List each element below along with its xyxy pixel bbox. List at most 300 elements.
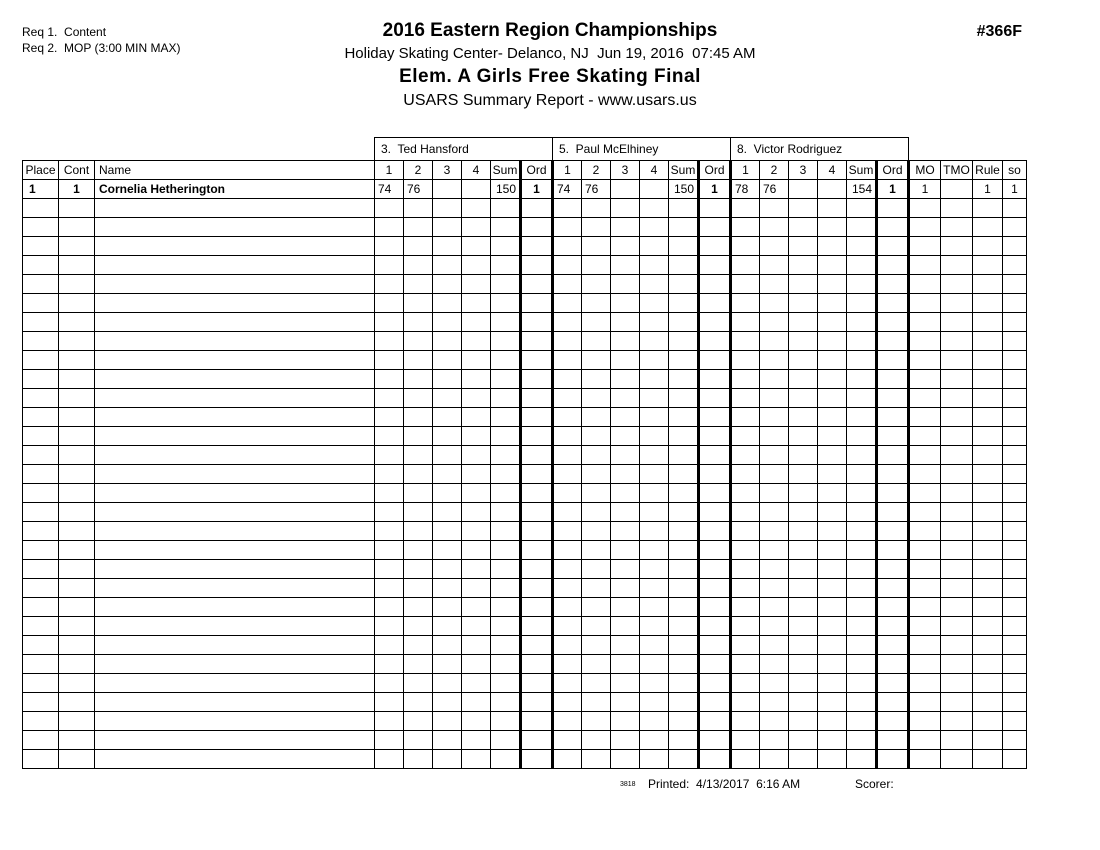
cell-j1-score3 bbox=[433, 465, 462, 484]
cell-j3-score3 bbox=[789, 655, 818, 674]
cell-j2-score4 bbox=[640, 579, 669, 598]
cell-j1-sum bbox=[491, 332, 521, 351]
cell-j1-score4 bbox=[462, 560, 491, 579]
cell-j1-score2 bbox=[404, 465, 433, 484]
cell-j3-score2 bbox=[760, 275, 789, 294]
cell-j1-score2 bbox=[404, 218, 433, 237]
cell-j1-score3 bbox=[433, 522, 462, 541]
cell-tmo bbox=[941, 294, 973, 313]
cell-j2-score3 bbox=[611, 218, 640, 237]
cell-cont bbox=[59, 446, 95, 465]
cell-j1-ord bbox=[521, 750, 553, 769]
cell-j3-sum bbox=[847, 199, 877, 218]
cell-tmo bbox=[941, 275, 973, 294]
cell-j1-ord bbox=[521, 712, 553, 731]
cell-j2-score2 bbox=[582, 351, 611, 370]
cell-j2-score2 bbox=[582, 427, 611, 446]
cell-rule bbox=[973, 351, 1003, 370]
cell-j1-sum bbox=[491, 351, 521, 370]
cell-j2-score1 bbox=[553, 294, 582, 313]
cell-j2-score2 bbox=[582, 332, 611, 351]
cell-rule bbox=[973, 693, 1003, 712]
cell-cont bbox=[59, 674, 95, 693]
cell-j1-ord bbox=[521, 674, 553, 693]
cell-cont bbox=[59, 408, 95, 427]
cell-j2-score3 bbox=[611, 712, 640, 731]
cell-j3-sum: 154 bbox=[847, 180, 877, 199]
cell-j3-score2 bbox=[760, 446, 789, 465]
cell-j1-score4 bbox=[462, 674, 491, 693]
cell-j3-ord bbox=[877, 522, 909, 541]
cell-j1-score3 bbox=[433, 351, 462, 370]
cell-rule bbox=[973, 731, 1003, 750]
cell-j2-score1 bbox=[553, 484, 582, 503]
cell-j3-ord bbox=[877, 199, 909, 218]
judge-header-3: 8. Victor Rodriguez bbox=[730, 137, 909, 161]
cell-skater-name bbox=[95, 731, 375, 750]
cell-j3-score1 bbox=[731, 750, 760, 769]
cell-rule bbox=[973, 218, 1003, 237]
cell-cont bbox=[59, 731, 95, 750]
cell-j1-sum bbox=[491, 275, 521, 294]
cell-j2-score2 bbox=[582, 389, 611, 408]
cell-j2-ord bbox=[699, 237, 731, 256]
cell-j3-ord bbox=[877, 579, 909, 598]
cell-j3-score4 bbox=[818, 313, 847, 332]
cell-j2-ord bbox=[699, 256, 731, 275]
cell-cont bbox=[59, 370, 95, 389]
cell-j2-sum bbox=[669, 370, 699, 389]
cell-j1-score3 bbox=[433, 579, 462, 598]
cell-so bbox=[1003, 351, 1027, 370]
cell-j3-score1 bbox=[731, 370, 760, 389]
cell-j1-score2 bbox=[404, 408, 433, 427]
cell-j3-score4 bbox=[818, 579, 847, 598]
cell-rule bbox=[973, 332, 1003, 351]
cell-j3-sum bbox=[847, 503, 877, 522]
cell-j1-score3 bbox=[433, 750, 462, 769]
cell-j1-score1 bbox=[375, 674, 404, 693]
cell-j3-score4 bbox=[818, 484, 847, 503]
cell-j3-sum bbox=[847, 408, 877, 427]
cell-j2-sum bbox=[669, 712, 699, 731]
cell-j2-sum bbox=[669, 731, 699, 750]
cell-j2-score2 bbox=[582, 598, 611, 617]
cell-j2-score2 bbox=[582, 560, 611, 579]
cell-j2-score4 bbox=[640, 560, 669, 579]
header-judge3-2: 2 bbox=[760, 161, 789, 180]
cell-j1-score2 bbox=[404, 275, 433, 294]
cell-skater-name bbox=[95, 275, 375, 294]
cell-cont bbox=[59, 332, 95, 351]
cell-j1-score3 bbox=[433, 674, 462, 693]
cell-j1-score3 bbox=[433, 446, 462, 465]
cell-cont bbox=[59, 598, 95, 617]
cell-skater-name bbox=[95, 636, 375, 655]
cell-j2-score4 bbox=[640, 427, 669, 446]
cell-place bbox=[23, 731, 59, 750]
cell-j2-score4 bbox=[640, 313, 669, 332]
cell-j1-score4 bbox=[462, 522, 491, 541]
cell-j3-sum bbox=[847, 427, 877, 446]
cell-j1-score4 bbox=[462, 275, 491, 294]
cell-j1-ord bbox=[521, 313, 553, 332]
cell-j3-score1 bbox=[731, 484, 760, 503]
cell-j3-score4 bbox=[818, 750, 847, 769]
cell-j2-ord bbox=[699, 446, 731, 465]
cell-j1-score2 bbox=[404, 332, 433, 351]
cell-j2-ord bbox=[699, 465, 731, 484]
cell-j3-score4 bbox=[818, 427, 847, 446]
cell-mo bbox=[909, 237, 941, 256]
cell-mo bbox=[909, 484, 941, 503]
cell-j3-sum bbox=[847, 313, 877, 332]
cell-j3-score4 bbox=[818, 389, 847, 408]
cell-j2-score1 bbox=[553, 275, 582, 294]
cell-j1-score2 bbox=[404, 370, 433, 389]
cell-j1-score1 bbox=[375, 636, 404, 655]
cell-j3-score3 bbox=[789, 370, 818, 389]
cell-j2-score4 bbox=[640, 370, 669, 389]
cell-j1-ord bbox=[521, 408, 553, 427]
cell-j1-score1 bbox=[375, 446, 404, 465]
cell-so bbox=[1003, 693, 1027, 712]
header-judge1-1: 1 bbox=[375, 161, 404, 180]
cell-j1-sum bbox=[491, 731, 521, 750]
cell-j2-ord bbox=[699, 484, 731, 503]
cell-j1-score1 bbox=[375, 465, 404, 484]
cell-j1-score4 bbox=[462, 598, 491, 617]
cell-j3-ord bbox=[877, 541, 909, 560]
cell-mo bbox=[909, 446, 941, 465]
empty-row bbox=[23, 655, 1027, 674]
cell-so bbox=[1003, 408, 1027, 427]
cell-tmo bbox=[941, 218, 973, 237]
cell-j2-score1 bbox=[553, 560, 582, 579]
cell-j2-score4 bbox=[640, 389, 669, 408]
cell-j3-score3 bbox=[789, 446, 818, 465]
cell-skater-name bbox=[95, 465, 375, 484]
cell-so bbox=[1003, 256, 1027, 275]
cell-j2-score1: 74 bbox=[553, 180, 582, 199]
cell-j1-sum bbox=[491, 503, 521, 522]
cell-j1-score4 bbox=[462, 712, 491, 731]
cell-cont bbox=[59, 256, 95, 275]
cell-j3-sum bbox=[847, 541, 877, 560]
cell-j3-score4 bbox=[818, 655, 847, 674]
cell-cont bbox=[59, 655, 95, 674]
cell-j3-ord bbox=[877, 256, 909, 275]
cell-mo: 1 bbox=[909, 180, 941, 199]
cell-skater-name bbox=[95, 351, 375, 370]
cell-j3-score3 bbox=[789, 351, 818, 370]
cell-skater-name bbox=[95, 408, 375, 427]
cell-j2-score1 bbox=[553, 446, 582, 465]
cell-j3-score1 bbox=[731, 655, 760, 674]
cell-j2-score2 bbox=[582, 199, 611, 218]
cell-j2-sum bbox=[669, 237, 699, 256]
empty-row bbox=[23, 522, 1027, 541]
cell-j3-score1 bbox=[731, 731, 760, 750]
cell-j3-score2: 76 bbox=[760, 180, 789, 199]
cell-j3-score3 bbox=[789, 693, 818, 712]
cell-j1-ord bbox=[521, 237, 553, 256]
cell-place bbox=[23, 408, 59, 427]
cell-j3-score2 bbox=[760, 294, 789, 313]
cell-j1-score2 bbox=[404, 693, 433, 712]
cell-j1-sum bbox=[491, 370, 521, 389]
cell-j3-score2 bbox=[760, 522, 789, 541]
cell-so bbox=[1003, 731, 1027, 750]
cell-j3-ord bbox=[877, 237, 909, 256]
cell-tmo bbox=[941, 750, 973, 769]
cell-j3-score2 bbox=[760, 256, 789, 275]
cell-tmo bbox=[941, 408, 973, 427]
cell-j2-score1 bbox=[553, 389, 582, 408]
cell-j2-score1 bbox=[553, 522, 582, 541]
cell-j3-score3 bbox=[789, 180, 818, 199]
cell-j2-score4 bbox=[640, 655, 669, 674]
cell-rule bbox=[973, 674, 1003, 693]
cell-j2-sum bbox=[669, 218, 699, 237]
cell-mo bbox=[909, 351, 941, 370]
cell-j3-score4 bbox=[818, 332, 847, 351]
cell-j2-ord bbox=[699, 313, 731, 332]
cell-j1-score1 bbox=[375, 351, 404, 370]
cell-j3-score2 bbox=[760, 636, 789, 655]
cell-j1-score3 bbox=[433, 332, 462, 351]
cell-j3-score2 bbox=[760, 218, 789, 237]
header-judge2-1: 1 bbox=[553, 161, 582, 180]
cell-j3-ord bbox=[877, 598, 909, 617]
cell-j1-ord bbox=[521, 731, 553, 750]
cell-tmo bbox=[941, 712, 973, 731]
cell-j3-ord bbox=[877, 351, 909, 370]
cell-j1-score1 bbox=[375, 712, 404, 731]
cell-j2-score2 bbox=[582, 503, 611, 522]
cell-j1-score2 bbox=[404, 294, 433, 313]
cell-j1-sum bbox=[491, 408, 521, 427]
cell-so bbox=[1003, 199, 1027, 218]
cell-j1-score1 bbox=[375, 275, 404, 294]
header-judge3-1: 1 bbox=[731, 161, 760, 180]
cell-j1-score4 bbox=[462, 427, 491, 446]
cell-tmo bbox=[941, 332, 973, 351]
cell-mo bbox=[909, 370, 941, 389]
cell-j3-score4 bbox=[818, 503, 847, 522]
cell-j3-score1 bbox=[731, 579, 760, 598]
cell-j1-score1 bbox=[375, 750, 404, 769]
cell-j3-score3 bbox=[789, 199, 818, 218]
cell-j2-score1 bbox=[553, 313, 582, 332]
cell-j2-score4 bbox=[640, 294, 669, 313]
cell-j3-score1 bbox=[731, 427, 760, 446]
cell-j2-score3 bbox=[611, 598, 640, 617]
cell-j2-sum bbox=[669, 484, 699, 503]
cell-j1-score3 bbox=[433, 598, 462, 617]
cell-rule bbox=[973, 712, 1003, 731]
cell-so bbox=[1003, 332, 1027, 351]
cell-j3-sum bbox=[847, 655, 877, 674]
cell-skater-name bbox=[95, 617, 375, 636]
cell-j1-score3 bbox=[433, 427, 462, 446]
header-mo: MO bbox=[909, 161, 941, 180]
empty-row bbox=[23, 484, 1027, 503]
cell-j2-score1 bbox=[553, 351, 582, 370]
cell-j1-score1 bbox=[375, 560, 404, 579]
cell-tmo bbox=[941, 427, 973, 446]
cell-so bbox=[1003, 465, 1027, 484]
cell-rule bbox=[973, 370, 1003, 389]
cell-j3-score3 bbox=[789, 465, 818, 484]
cell-mo bbox=[909, 712, 941, 731]
event-number: #366F bbox=[976, 23, 1022, 40]
cell-mo bbox=[909, 541, 941, 560]
cell-j1-sum: 150 bbox=[491, 180, 521, 199]
cell-j1-ord bbox=[521, 598, 553, 617]
cell-j3-score4 bbox=[818, 674, 847, 693]
cell-j2-sum bbox=[669, 655, 699, 674]
cell-j2-ord bbox=[699, 408, 731, 427]
cell-j3-score2 bbox=[760, 465, 789, 484]
cell-skater-name bbox=[95, 541, 375, 560]
cell-tmo bbox=[941, 503, 973, 522]
cell-j1-sum bbox=[491, 541, 521, 560]
cell-j2-score4 bbox=[640, 275, 669, 294]
cell-place bbox=[23, 636, 59, 655]
cell-skater-name bbox=[95, 446, 375, 465]
cell-j2-score4 bbox=[640, 408, 669, 427]
cell-tmo bbox=[941, 256, 973, 275]
cell-skater-name: Cornelia Hetherington bbox=[95, 180, 375, 199]
cell-tmo bbox=[941, 389, 973, 408]
cell-j2-ord bbox=[699, 199, 731, 218]
cell-j2-score4 bbox=[640, 503, 669, 522]
cell-skater-name bbox=[95, 237, 375, 256]
cell-cont bbox=[59, 199, 95, 218]
cell-j3-sum bbox=[847, 218, 877, 237]
cell-j3-score4 bbox=[818, 199, 847, 218]
empty-row bbox=[23, 636, 1027, 655]
cell-j1-score1 bbox=[375, 484, 404, 503]
cell-place bbox=[23, 446, 59, 465]
cell-so bbox=[1003, 237, 1027, 256]
cell-j2-ord bbox=[699, 560, 731, 579]
cell-j3-score1 bbox=[731, 294, 760, 313]
cell-j1-score2 bbox=[404, 636, 433, 655]
cell-j1-ord bbox=[521, 370, 553, 389]
cell-j3-score4 bbox=[818, 408, 847, 427]
cell-place bbox=[23, 427, 59, 446]
cell-j1-score4 bbox=[462, 294, 491, 313]
cell-j2-score3 bbox=[611, 617, 640, 636]
cell-j3-sum bbox=[847, 275, 877, 294]
cell-j2-score2 bbox=[582, 522, 611, 541]
cell-j2-score4 bbox=[640, 218, 669, 237]
cell-j2-ord bbox=[699, 731, 731, 750]
cell-rule bbox=[973, 256, 1003, 275]
cell-j2-score3 bbox=[611, 294, 640, 313]
cell-j3-score4 bbox=[818, 180, 847, 199]
cell-j2-ord bbox=[699, 275, 731, 294]
header-judge2-sum: Sum bbox=[669, 161, 699, 180]
cell-j2-score3 bbox=[611, 370, 640, 389]
empty-row bbox=[23, 313, 1027, 332]
cell-j1-score1 bbox=[375, 617, 404, 636]
cell-j2-score4 bbox=[640, 180, 669, 199]
cell-mo bbox=[909, 256, 941, 275]
cell-mo bbox=[909, 522, 941, 541]
cell-so bbox=[1003, 313, 1027, 332]
empty-row bbox=[23, 275, 1027, 294]
cell-j3-score2 bbox=[760, 655, 789, 674]
cell-j1-score1: 74 bbox=[375, 180, 404, 199]
cell-j3-ord bbox=[877, 313, 909, 332]
cell-j2-ord bbox=[699, 598, 731, 617]
cell-cont bbox=[59, 503, 95, 522]
cell-skater-name bbox=[95, 256, 375, 275]
cell-j2-score2 bbox=[582, 579, 611, 598]
empty-row bbox=[23, 750, 1027, 769]
cell-j3-ord bbox=[877, 693, 909, 712]
empty-row bbox=[23, 199, 1027, 218]
cell-j1-score3 bbox=[433, 731, 462, 750]
cell-skater-name bbox=[95, 579, 375, 598]
cell-j1-sum bbox=[491, 199, 521, 218]
cell-j2-sum bbox=[669, 693, 699, 712]
cell-j2-score2 bbox=[582, 693, 611, 712]
cell-j3-score3 bbox=[789, 560, 818, 579]
cell-j2-score1 bbox=[553, 218, 582, 237]
cell-j1-score1 bbox=[375, 579, 404, 598]
cell-j3-score1 bbox=[731, 503, 760, 522]
cell-j2-score2 bbox=[582, 294, 611, 313]
cell-j2-ord bbox=[699, 427, 731, 446]
header-cont: Cont bbox=[59, 161, 95, 180]
cell-cont bbox=[59, 617, 95, 636]
cell-j1-score3 bbox=[433, 541, 462, 560]
cell-j1-score4 bbox=[462, 370, 491, 389]
cell-j3-sum bbox=[847, 674, 877, 693]
footer-form-code: 3818 bbox=[620, 781, 636, 788]
cell-place bbox=[23, 579, 59, 598]
cell-rule bbox=[973, 579, 1003, 598]
cell-so bbox=[1003, 560, 1027, 579]
cell-j1-ord bbox=[521, 636, 553, 655]
cell-j2-score2 bbox=[582, 674, 611, 693]
empty-row bbox=[23, 674, 1027, 693]
cell-j2-score4 bbox=[640, 674, 669, 693]
cell-j1-score2 bbox=[404, 199, 433, 218]
cell-place: 1 bbox=[23, 180, 59, 199]
cell-j1-ord bbox=[521, 503, 553, 522]
cell-j3-score3 bbox=[789, 636, 818, 655]
cell-j2-score1 bbox=[553, 199, 582, 218]
header-judge1-sum: Sum bbox=[491, 161, 521, 180]
empty-row bbox=[23, 351, 1027, 370]
cell-j2-score4 bbox=[640, 199, 669, 218]
cell-j2-score4 bbox=[640, 712, 669, 731]
cell-j1-sum bbox=[491, 256, 521, 275]
cell-j3-score2 bbox=[760, 313, 789, 332]
cell-j1-ord bbox=[521, 294, 553, 313]
cell-j3-score3 bbox=[789, 408, 818, 427]
empty-row bbox=[23, 731, 1027, 750]
cell-place bbox=[23, 199, 59, 218]
cell-j3-score2 bbox=[760, 560, 789, 579]
cell-so bbox=[1003, 275, 1027, 294]
cell-j3-score3 bbox=[789, 313, 818, 332]
